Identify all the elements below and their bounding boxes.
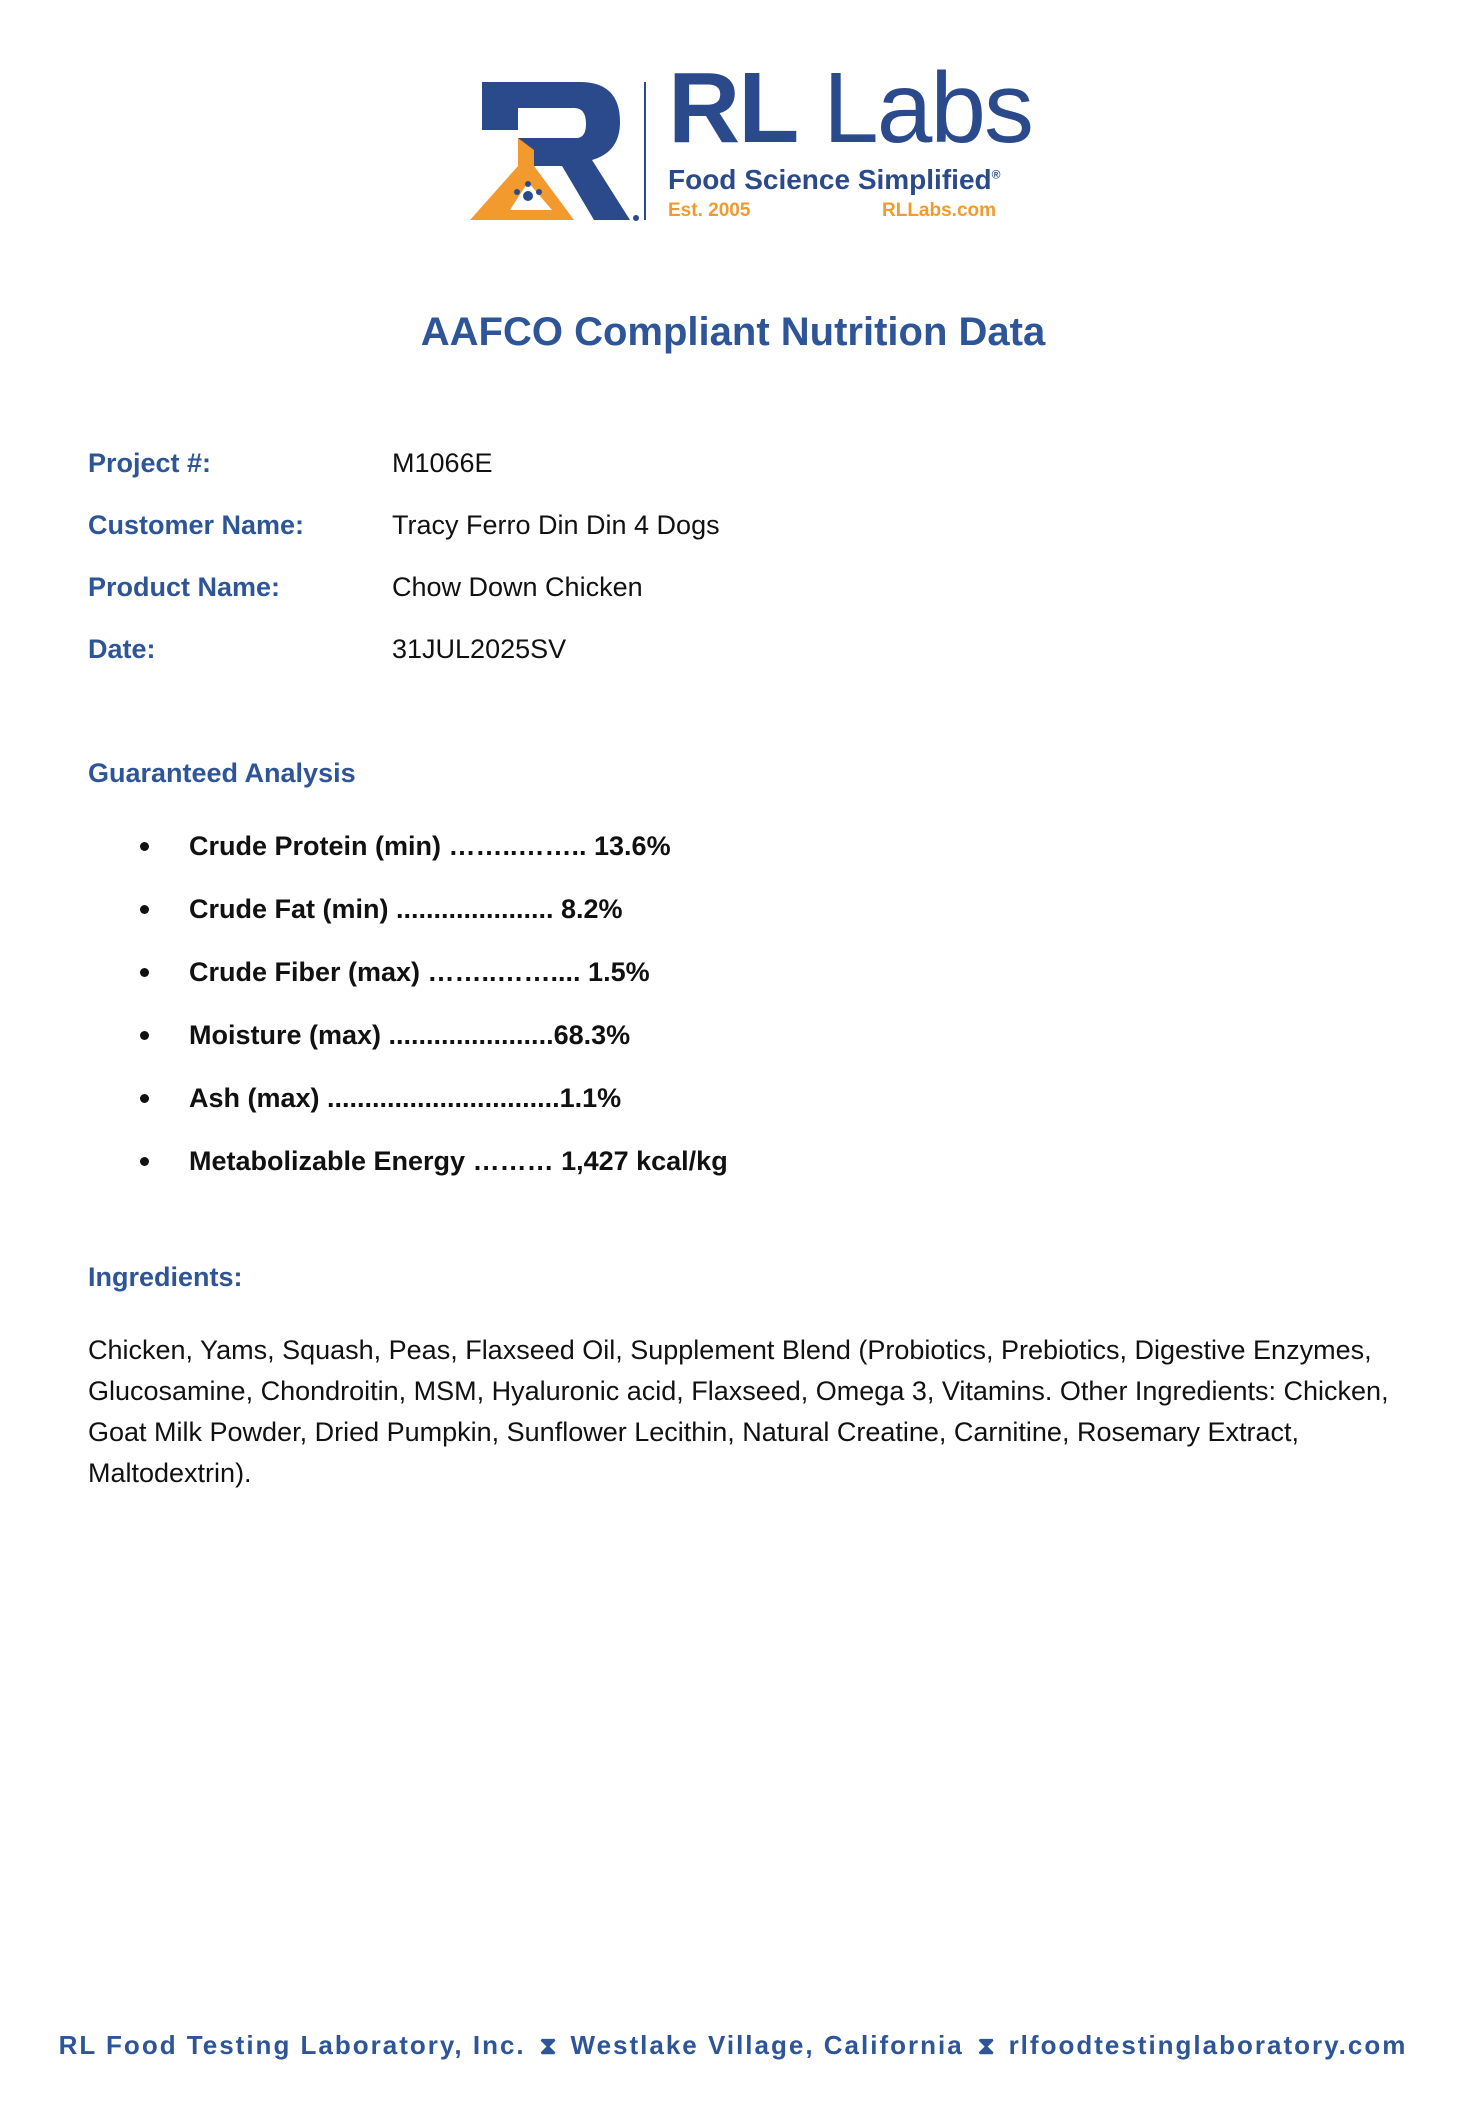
bullet-icon bbox=[140, 1094, 149, 1103]
guaranteed-analysis-heading: Guaranteed Analysis bbox=[88, 758, 356, 788]
project-label: Project #: bbox=[88, 448, 212, 478]
project-value: M1066E bbox=[392, 448, 493, 478]
customer-name-label: Customer Name: bbox=[88, 510, 305, 540]
footer bbox=[0, 2030, 1466, 2061]
list-item: Ash (max) ...............................1.1% bbox=[132, 1078, 728, 1141]
footer-website[interactable]: rlfoodtestinglaboratory.com bbox=[1008, 2030, 1408, 2060]
product-name-value: Chow Down Chicken bbox=[392, 572, 643, 602]
date-label: Date: bbox=[88, 634, 156, 664]
bullet-icon bbox=[140, 968, 149, 977]
logo-tagline: Food Science Simplified® bbox=[668, 164, 1001, 195]
ingredients-text: Chicken, Yams, Squash, Peas, Flaxseed Oil, Supplement Blend (Probiotics, Prebiotics, Digestive Enzymes, Glucosamine, Chondroitin, MSM, Hyaluronic acid, Flaxseed, Omega 3, Vitamins. Other Ingredients: Chicken, Goat Milk Powder, Dried Pumpkin, Sunflower Lecithin, Natural Creatine, Carnitine, Rosemary Extract, Maltodextrin). bbox=[88, 1335, 1389, 1488]
footer-company: RL Food Testing Laboratory, Inc. bbox=[58, 2030, 526, 2060]
logo-website: RLLabs.com bbox=[882, 200, 997, 221]
ingredients-heading: Ingredients: bbox=[88, 1262, 243, 1292]
product-name-label: Product Name: bbox=[88, 572, 281, 602]
date-value: 31JUL2025SV bbox=[392, 634, 567, 664]
logo-wordmark: RL Labs bbox=[668, 52, 1032, 164]
bullet-icon bbox=[140, 1157, 149, 1166]
bullet-icon bbox=[140, 842, 149, 851]
list-item: Crude Fiber (max) ……..…….... 1.5% bbox=[132, 952, 728, 1015]
logo-established: Est. 2005 bbox=[668, 200, 751, 221]
list-item: Moisture (max) ......................68.3% bbox=[132, 1015, 728, 1078]
footer-location: Westlake Village, California bbox=[570, 2030, 964, 2060]
logo-divider bbox=[644, 82, 646, 220]
page-title: AAFCO Compliant Nutrition Data bbox=[420, 310, 1046, 354]
list-item: Crude Protein (min) ……..…….. 13.6% bbox=[132, 826, 728, 889]
guaranteed-analysis-list bbox=[132, 826, 728, 1204]
hourglass-icon: ⧗ bbox=[539, 2033, 557, 2060]
customer-name-value: Tracy Ferro Din Din 4 Dogs bbox=[392, 510, 720, 540]
bullet-icon bbox=[140, 905, 149, 914]
list-item: Metabolizable Energy ……… 1,427 kcal/kg bbox=[132, 1141, 728, 1204]
hourglass-icon: ⧗ bbox=[977, 2033, 995, 2060]
list-item: Crude Fat (min) ..................... 8.2% bbox=[132, 889, 728, 952]
bullet-icon bbox=[140, 1031, 149, 1040]
